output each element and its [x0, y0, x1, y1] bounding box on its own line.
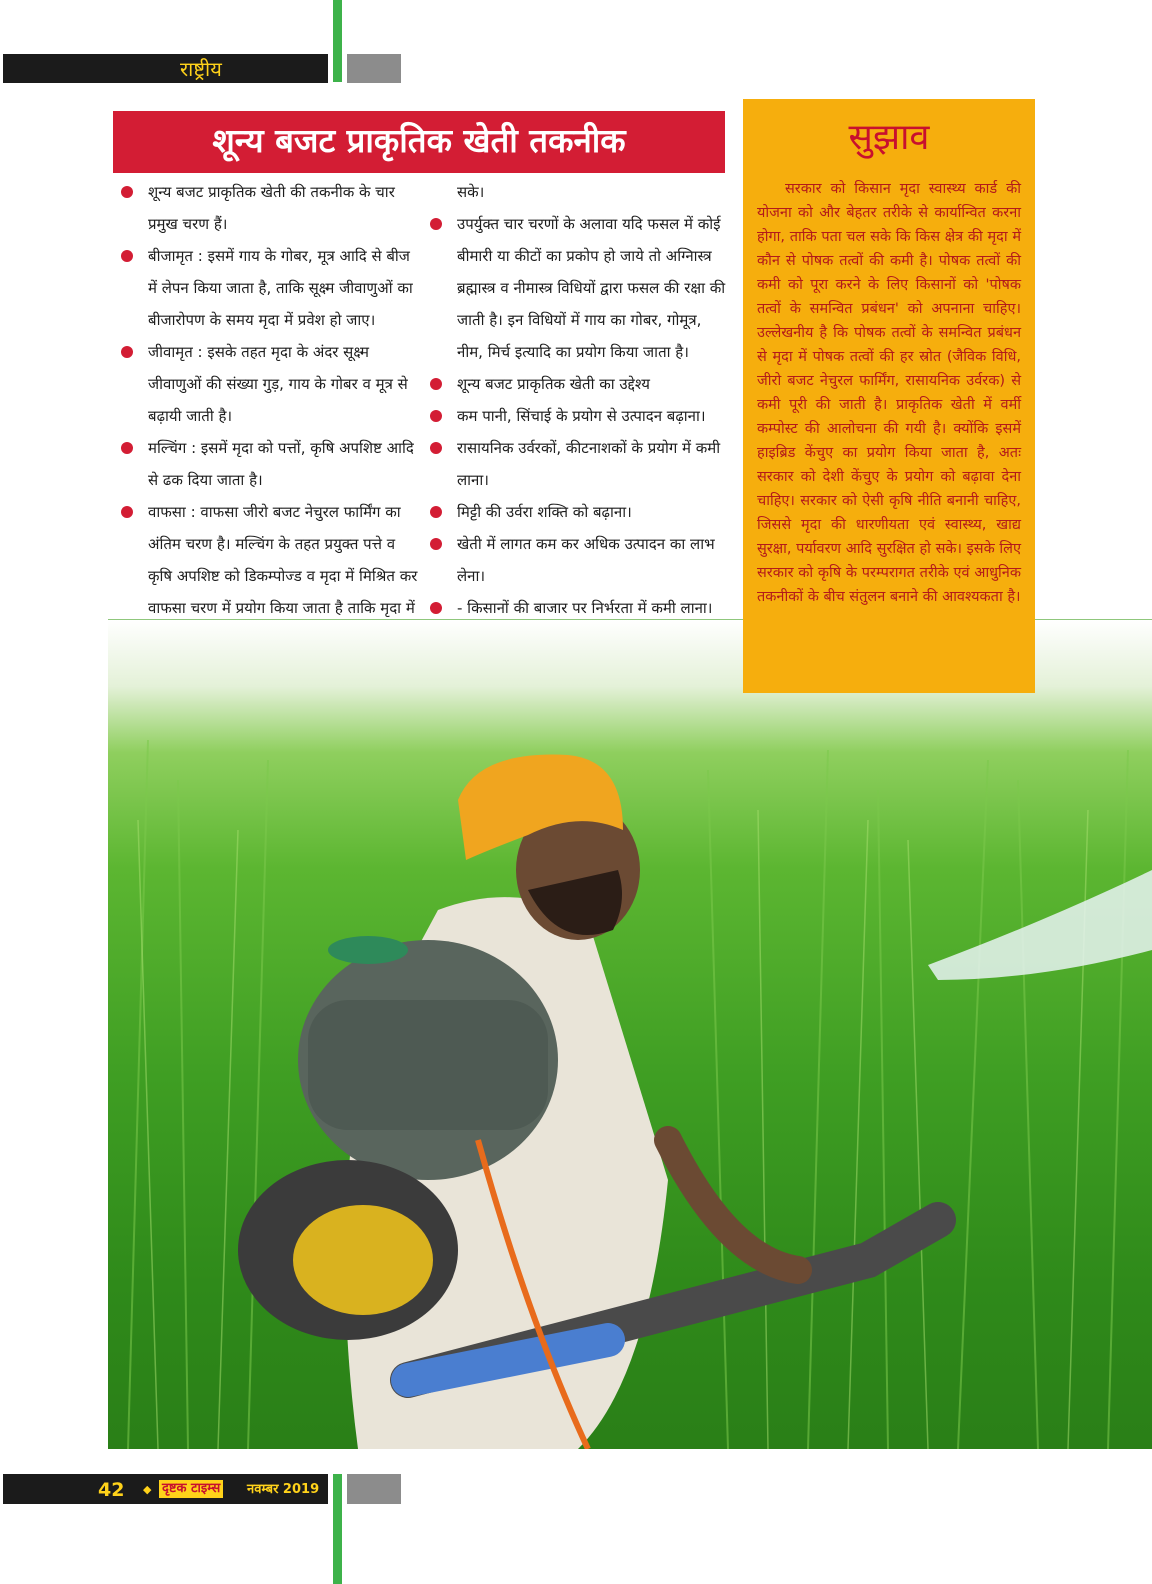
bullet-item: वाफसा : वाफसा जीरो बजट नेचुरल फार्मिंग का अंतिम चरण है। मल्चिंग के तहत प्रयुक्त पत्ते व कृषि अपशिष्ट को डिकम्पोज्ड व मृदा में मिश्रित कर वाफसा चरण में प्रयोग किया जाता है ताकि मृदा में: [118, 496, 418, 656]
page-number: 42: [98, 1479, 125, 1501]
bullet-column-right: [427, 176, 727, 624]
bullet-item: शून्य बजट प्राकृतिक खेती की तकनीक के चार प्रमुख चरण हैं।: [118, 176, 418, 240]
farmer-spraying-photo: [108, 620, 1152, 1449]
bullet-item: शून्य बजट प्राकृतिक खेती का उद्देश्य: [427, 368, 727, 400]
bullet-column-left: [118, 176, 418, 656]
bullet-item: खेती में लागत कम कर अधिक उत्पादन का लाभ लेना।: [427, 528, 727, 592]
footer-diamond-icon: ◆: [143, 1483, 152, 1496]
bullet-item: जीवामृत : इसके तहत मृदा के अंदर सूक्ष्म जीवाणुओं की संख्या गुड़, गाय के गोबर व मूत्र से बढ़ायी जाती है।: [118, 336, 418, 432]
bullet-item: मिट्टी की उर्वरा शक्ति को बढ़ाना।: [427, 496, 727, 528]
issue-date: नवम्बर 2019: [247, 1482, 320, 1497]
bullet-item: सके।: [457, 183, 485, 201]
bullet-item: बीजामृत : इसमें गाय के गोबर, मूत्र आदि से बीज में लेपन किया जाता है, ताकि सूक्ष्म जीवाणुओं का बीजारोपण के समय मृदा में प्रवेश हो जाए।: [118, 240, 418, 336]
header-bar: [3, 54, 328, 83]
magazine-logo: दृष्टक टाइम्स: [159, 1480, 223, 1498]
bullet-item: कम पानी, सिंचाई के प्रयोग से उत्पादन बढ़ाना।: [427, 400, 727, 432]
header-gray-block: [347, 54, 401, 83]
footer-green-stripe: [333, 1474, 342, 1584]
bullet-item: उपर्युक्त चार चरणों के अलावा यदि फसल में कोई बीमारी या कीटों का प्रकोप हो जाये तो अग्निास्त्र ब्रह्मास्त्र व नीमास्त्र विधियों द्वारा फसल की रक्षा की जाती है। इन विधियों में गाय का गोबर, गोमूत्र, नीम, मिर्च इत्यादि का प्रयोग किया जाता है।: [427, 208, 727, 368]
footer-gray-block: [347, 1474, 401, 1504]
farmer-illustration: [108, 620, 1152, 1449]
article-title: शून्य बजट प्राकृतिक खेती तकनीक: [113, 111, 725, 173]
suggestion-body: सरकार को किसान मृदा स्वास्थ्य कार्ड की योजना को और बेहतर तरीके से कार्यान्वित करना होगा, ताकि पता चल सके कि किस क्षेत्र की मृदा में कौन से पोषक तत्वों की कमी है। पोषक तत्वों की कमी को पूरा करने के लिए किसानों को 'पोषक तत्वों के समन्वित प्रबंधन' को अपनाना चाहिए। उल्लेखनीय है कि पोषक तत्वों के समन्वित प्रबंधन से मृदा में पोषक तत्वों की हर स्रोत (जैविक विधि, जीरो बजट नेचुरल फार्मिंग, रासायनिक उर्वरक) से कमी पूरी की जाती है। प्राकृतिक खेती में वर्मी कम्पोस्ट की आलोचना की गयी है। क्योंकि इसमें हाइब्रिड केंचुए का प्रयोग किया जाता है, अतः सरकार को देशी केंचुए के प्रयोग को बढ़ावा देना चाहिए। सरकार को ऐसी कृषि नीति बनानी चाहिए, जिससे मृदा की धारणीयता एवं स्वास्थ्य, खाद्य सुरक्षा, पर्यावरण आदि सुरक्षित हो सके। इसके लिए सरकार को कृषि के परम्परागत तरीके एवं आधुनिक तकनीकों के बीच संतुलन बनाने की आवश्यकता है।: [757, 181, 1021, 605]
bullet-item: रासायनिक उर्वरकों, कीटनाशकों के प्रयोग में कमी लाना।: [427, 432, 727, 496]
bullet-item: - किसानों की बाजार पर निर्भरता में कमी लाना।: [427, 592, 727, 624]
bullet-item: मल्चिंग : इसमें मृदा को पत्तों, कृषि अपशिष्ट आदि से ढक दिया जाता है।: [118, 432, 418, 496]
suggestion-title: सुझाव: [848, 117, 930, 158]
suggestion-box: [743, 99, 1035, 693]
header-green-stripe: [333, 0, 342, 82]
section-label: राष्ट्रीय: [180, 57, 222, 81]
